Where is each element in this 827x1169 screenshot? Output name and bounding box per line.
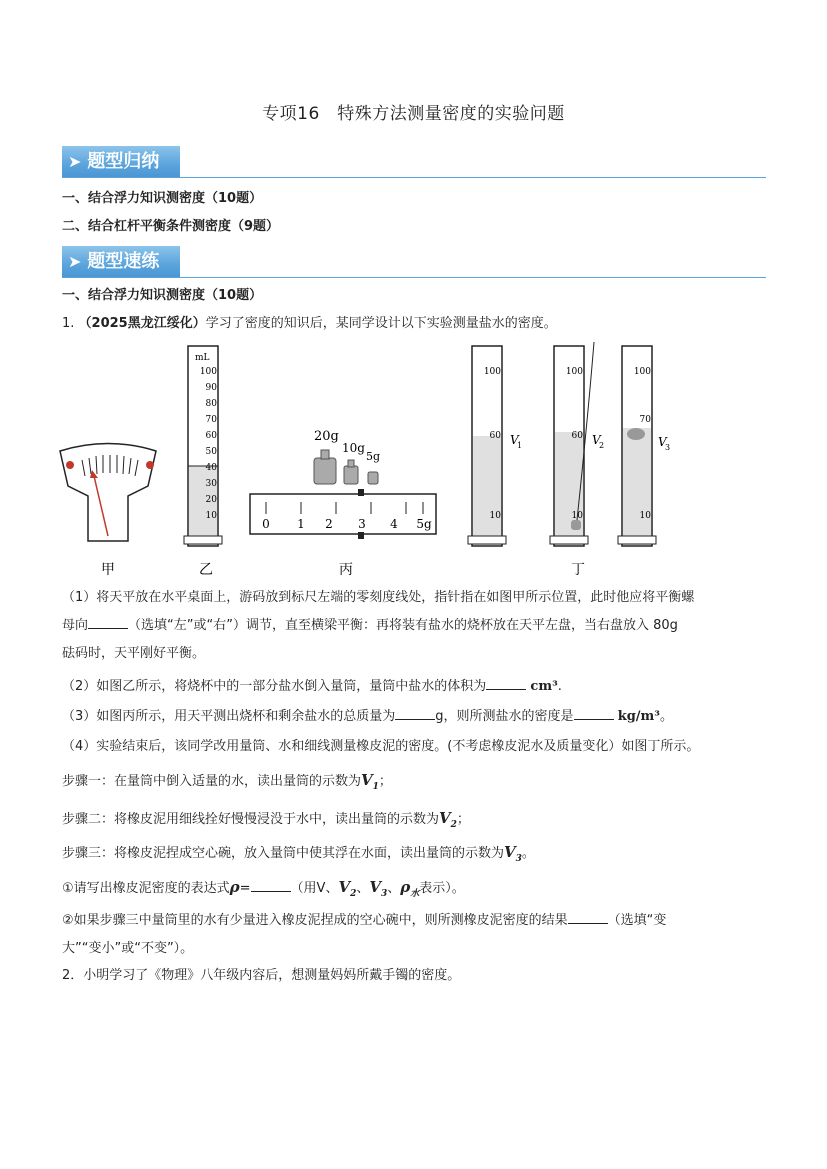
question-source: （2025黑龙江绥化） (78, 316, 206, 331)
text: g，则所测盐水的密度是 (435, 709, 574, 724)
svg-text:0: 0 (262, 517, 270, 531)
rho-symbol: ρ (229, 878, 240, 896)
weights-ruler-figure (250, 429, 436, 539)
svg-text:100: 100 (483, 367, 501, 377)
text: （2）如图乙所示，将烧杯中的一部分盐水倒入量筒，量筒中盐水的体积为 (62, 679, 487, 694)
svg-text:2: 2 (599, 441, 605, 450)
svg-text:70: 70 (639, 415, 651, 425)
banner-label: 题型归纳 (87, 151, 160, 172)
fig-label-yi: 乙 (199, 562, 213, 578)
svg-text:100: 100 (199, 367, 217, 377)
section-banner-practice (62, 246, 766, 280)
step-2 (62, 804, 768, 839)
svg-text:10: 10 (489, 511, 501, 521)
q1-part-1-line-1: （1）将天平放在水平桌面上，游码放到标尺左端的零刻度线处，指针指在如图甲所示位置，此时他应将平衡螺 (62, 590, 695, 605)
cylinders-figure-ding (468, 342, 670, 546)
text: . (557, 679, 562, 694)
question-text: 学习了密度的知识后，某同学设计以下实验测量盐水的密度。 (205, 316, 557, 331)
text: ； (378, 774, 392, 789)
svg-text:10: 10 (639, 511, 651, 521)
section-banner-summary (62, 146, 766, 180)
cylinder-figure-yi (184, 346, 222, 546)
svg-text:100: 100 (633, 367, 651, 377)
text: 。 (521, 846, 535, 861)
svg-text:5g: 5g (416, 517, 432, 531)
page-title: 专项16 特殊方法测量密度的实验问题 (262, 104, 565, 124)
question-c1: ①请写出橡皮泥密度的表达式ρ= （用V、$V_2$、$V_3$、$\rho_水$表示）。 (62, 878, 465, 899)
text: （选填“左”或“右”）调节，直至横梁平衡：再将装有盐水的烧杯放在天平左盘，当右盘放入 80g (128, 618, 678, 633)
svg-text:60: 60 (571, 431, 583, 441)
answer-blank[interactable] (486, 677, 526, 690)
svg-text:4: 4 (390, 517, 398, 531)
svg-text:20: 20 (205, 495, 217, 505)
q1-part-3 (62, 703, 768, 731)
variable-v2: $V_2$ (439, 809, 457, 830)
fig-label-jia: 甲 (101, 562, 115, 578)
text: 步骤二：将橡皮泥用细线拴好慢慢浸没于水中，读出量筒的示数为 (62, 812, 440, 827)
svg-text:10: 10 (571, 511, 583, 521)
variable-rho-water: $\rho_水$ (400, 878, 420, 899)
svg-text:2: 2 (325, 517, 333, 531)
svg-text:3: 3 (358, 517, 366, 531)
text: ； (456, 812, 470, 827)
variable-v1: $V_1$ (361, 771, 379, 792)
answer-blank[interactable] (395, 707, 435, 720)
fig-label-bing: 丙 (339, 562, 353, 578)
text: ①请写出橡皮泥密度的表达式 (62, 881, 230, 896)
q1-part-1-line-2 (62, 612, 768, 640)
svg-text:60: 60 (489, 431, 501, 441)
q1-part-4: （4）实验结束后，该同学改用量筒、水和细线测量橡皮泥的密度。(不考虑橡皮泥水及质量变化）如图丁所示。 (62, 739, 700, 754)
fig-label-ding: 丁 (571, 562, 585, 578)
answer-blank[interactable] (568, 911, 608, 924)
unit: cm³ (530, 679, 558, 694)
section-heading: 一、结合浮力知识测密度（10题） (62, 288, 263, 303)
svg-text:60: 60 (205, 431, 217, 441)
question-c2-line-2: 大”“变小”或“不变”）。 (62, 941, 194, 956)
arrow-icon: ➤ (68, 152, 82, 171)
answer-blank[interactable] (574, 707, 614, 720)
svg-text:V: V (592, 433, 601, 447)
question-c2-line-1 (62, 907, 768, 935)
svg-text:V: V (658, 435, 667, 449)
text: 步骤三：将橡皮泥捏成空心碗，放入量筒中使其浮在水面，读出量筒的示数为 (62, 846, 505, 861)
q1-part-2 (62, 673, 768, 701)
svg-text:40: 40 (205, 463, 217, 473)
q1-part-1-line-3: 砝码时，天平刚好平衡。 (62, 646, 206, 661)
text: = (239, 881, 251, 896)
svg-text:5g: 5g (366, 450, 381, 463)
variable-v3: $V_3$ (369, 878, 388, 899)
svg-text:mL: mL (195, 353, 210, 363)
svg-text:80: 80 (205, 399, 217, 409)
unit: kg/m³ (617, 709, 660, 724)
question-c2 (62, 907, 768, 963)
toc-item-1: 一、结合浮力知识测密度（10题） (62, 191, 263, 206)
svg-text:1: 1 (297, 517, 305, 531)
svg-text:20g: 20g (314, 429, 339, 444)
variable-v3: $V_3$ (504, 843, 522, 864)
toc-item-2: 二、结合杠杆平衡条件测密度（9题） (62, 219, 280, 234)
experiment-figures (56, 336, 776, 586)
answer-blank[interactable] (251, 879, 291, 892)
svg-text:100: 100 (565, 367, 583, 377)
text: 表示）。 (419, 881, 465, 896)
text: （3）如图丙所示，用天平测出烧杯和剩余盐水的总质量为 (62, 709, 396, 724)
svg-text:70: 70 (205, 415, 217, 425)
svg-text:V: V (510, 433, 519, 447)
answer-blank[interactable] (88, 616, 128, 629)
svg-text:1: 1 (517, 441, 523, 450)
step-1 (62, 766, 768, 801)
svg-text:50: 50 (205, 447, 217, 457)
arrow-icon: ➤ (68, 252, 82, 271)
question-1-stem (62, 312, 557, 331)
question-2-stem: 2．小明学习了《物理》八年级内容后，想测量妈妈所戴手镯的密度。 (62, 968, 461, 983)
step-3 (62, 838, 768, 873)
variable-v2: $V_2$ (338, 878, 357, 899)
svg-text:10: 10 (205, 511, 217, 521)
balance-dial-figure (60, 444, 156, 542)
text: ②如果步骤三中量筒里的水有少量进入橡皮泥捏成的空心碗中，则所测橡皮泥密度的结果 (62, 913, 568, 928)
text: （选填“变 (607, 913, 667, 928)
text: （用V、 (290, 881, 339, 896)
svg-text:3: 3 (665, 443, 671, 452)
svg-text:90: 90 (205, 383, 217, 393)
q1-part-1 (62, 584, 768, 668)
text: 步骤一：在量筒中倒入适量的水，读出量筒的示数为 (62, 774, 362, 789)
text: 。 (659, 709, 673, 724)
banner-label: 题型速练 (87, 251, 160, 272)
svg-text:10g: 10g (342, 441, 365, 455)
question-number: 1. (62, 316, 75, 331)
svg-text:30: 30 (205, 479, 217, 489)
text: 母向 (62, 618, 89, 633)
